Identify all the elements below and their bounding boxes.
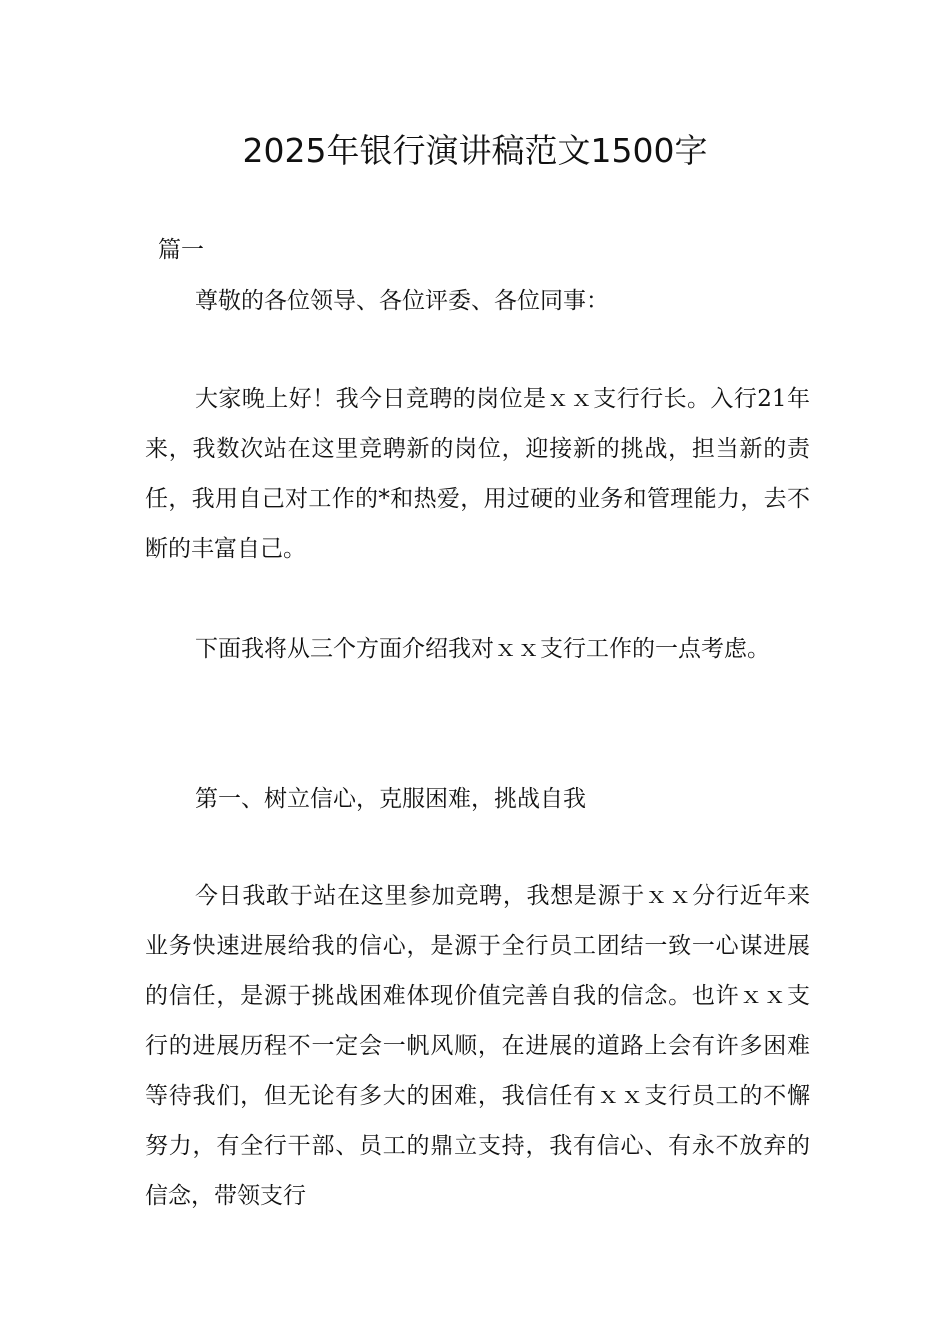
paragraph-outline: 下面我将从三个方面介绍我对ｘｘ支行工作的一点考虑。 — [195, 636, 770, 662]
paragraph-body: 今日我敢于站在这里参加竞聘，我想是源于ｘｘ分行近年来业务快速进展给我的信心，是源于全行员工团结一致一心谋进展的信任，是源于挑战困难体现价值完善自我的信念。也许ｘｘ支行的进展历程不一定会一帆风顺，在进展的道路上会有许多困难等待我们，但无论有多大的困难，我信任有ｘｘ支行员工的不懈努力，有全行干部、员工的鼎立支持，我有信心、有永不放弃的信念，带领支行 — [145, 883, 810, 1209]
paragraph-greeting: 尊敬的各位领导、各位评委、各位同事： — [195, 288, 609, 314]
section-label: 篇一 — [158, 237, 204, 263]
document-title: 2025年银行演讲稿范文1500字 — [242, 131, 708, 170]
paragraph-introduction: 大家晚上好！我今日竞聘的岗位是ｘｘ支行行长。入行21年来，我数次站在这里竞聘新的岗位，迎接新的挑战，担当新的责任，我用自己对工作的*和热爱，用过硬的业务和管理能力，去不断的丰富自己。 — [145, 386, 810, 562]
paragraph-first-heading: 第一、树立信心，克服困难，挑战自我 — [195, 786, 586, 812]
